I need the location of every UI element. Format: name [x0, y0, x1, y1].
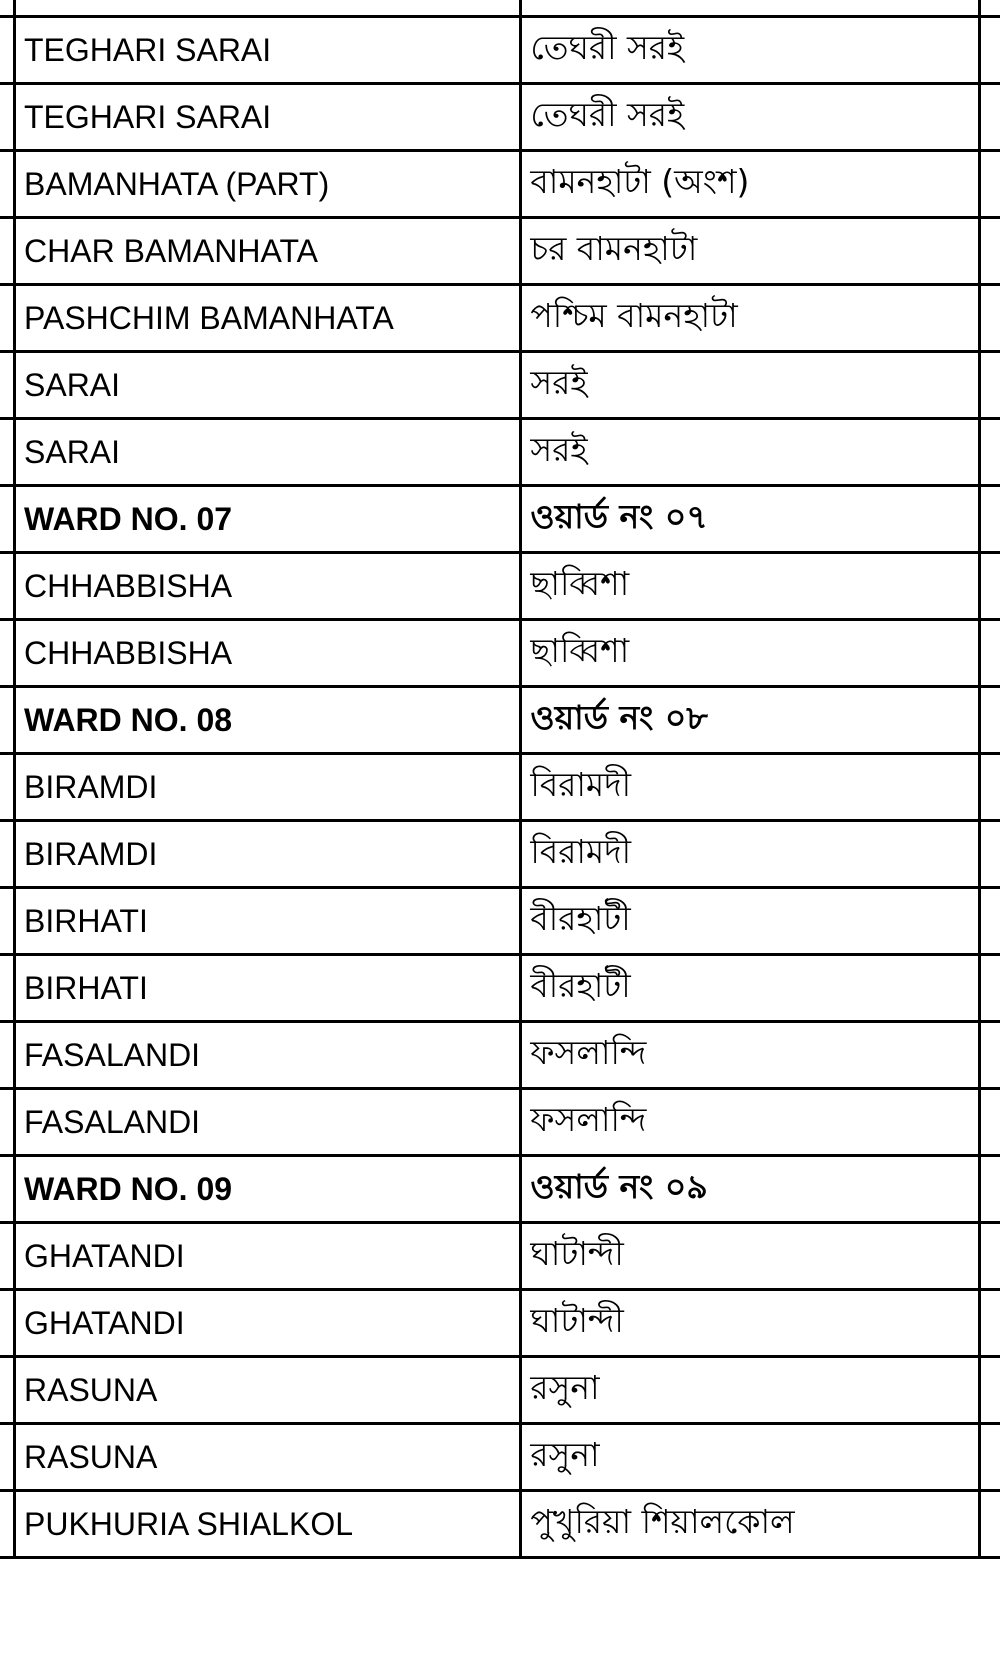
- bengali-name-cell: তেঘরী সরই: [521, 17, 980, 84]
- table-row: [0, 1022, 1000, 1089]
- table-edge-cell: [0, 1424, 15, 1491]
- bengali-name-cell: ওয়ার্ড নং ০৯: [521, 1156, 980, 1223]
- english-name-cell: RASUNA: [15, 1357, 521, 1424]
- table-edge-cell: [980, 486, 1000, 553]
- english-name-cell: BIRHATI: [15, 888, 521, 955]
- english-name-cell: BIRAMDI: [15, 821, 521, 888]
- cut-off-header-row: [0, 0, 1000, 17]
- table-row: [0, 821, 1000, 888]
- english-name-cell: PUKHURIA SHIALKOL: [15, 1491, 521, 1558]
- bengali-name-cell: ঘাটান্দী: [521, 1223, 980, 1290]
- table-row: [0, 84, 1000, 151]
- table-edge-cell: [0, 151, 15, 218]
- bengali-name-cell: তেঘরী সরই: [521, 84, 980, 151]
- table-edge-cell: [980, 1089, 1000, 1156]
- table-row: [0, 17, 1000, 84]
- table-row: [0, 1223, 1000, 1290]
- table-row: [0, 1089, 1000, 1156]
- table-edge-cell: [980, 754, 1000, 821]
- table-edge-cell: [980, 151, 1000, 218]
- ward-heading-row: [0, 687, 1000, 754]
- english-name-cell: BIRAMDI: [15, 754, 521, 821]
- english-name-cell: SARAI: [15, 352, 521, 419]
- english-name-cell: GHATANDI: [15, 1223, 521, 1290]
- table-edge-cell: [980, 955, 1000, 1022]
- table-edge-cell: [0, 285, 15, 352]
- table-edge-cell: [980, 84, 1000, 151]
- table-edge-cell: [0, 955, 15, 1022]
- table-edge-cell: [980, 285, 1000, 352]
- table-edge-cell: [0, 553, 15, 620]
- table-edge-cell: [0, 1357, 15, 1424]
- bengali-name-cell: বামনহাটা (অংশ): [521, 151, 980, 218]
- table-edge-cell: [980, 0, 1000, 17]
- english-name-cell: SARAI: [15, 419, 521, 486]
- table-edge-cell: [0, 687, 15, 754]
- ward-heading-row: [0, 1156, 1000, 1223]
- table-edge-cell: [0, 888, 15, 955]
- table-edge-cell: [980, 821, 1000, 888]
- bengali-name-cell: বীরহাটী: [521, 955, 980, 1022]
- table-edge-cell: [980, 888, 1000, 955]
- bengali-name-cell: বিরামদী: [521, 754, 980, 821]
- english-name-cell: WARD NO. 09: [15, 1156, 521, 1223]
- bengali-name-cell: ছাব্বিশা: [521, 620, 980, 687]
- table-edge-cell: [980, 620, 1000, 687]
- table-edge-cell: [0, 1491, 15, 1558]
- table-edge-cell: [0, 486, 15, 553]
- table-edge-cell: [980, 553, 1000, 620]
- english-name-cell: CHHABBISHA: [15, 620, 521, 687]
- bengali-name-cell: চর বামনহাটা: [521, 218, 980, 285]
- english-name-cell: WARD NO. 08: [15, 687, 521, 754]
- english-name-cell: WARD NO. 07: [15, 486, 521, 553]
- table-row: [0, 1357, 1000, 1424]
- table-row: [0, 955, 1000, 1022]
- table-edge-cell: [980, 352, 1000, 419]
- english-name-cell: BAMANHATA (PART): [15, 151, 521, 218]
- table-edge-cell: [0, 218, 15, 285]
- table-edge-cell: [980, 17, 1000, 84]
- english-name-cell: BIRHATI: [15, 955, 521, 1022]
- table-edge-cell: [980, 1290, 1000, 1357]
- table-edge-cell: [0, 1223, 15, 1290]
- bengali-name-cell: বীরহাটী: [521, 888, 980, 955]
- table-edge-cell: [0, 1022, 15, 1089]
- bengali-name-cell: পশ্চিম বামনহাটা: [521, 285, 980, 352]
- english-name-cell: [15, 0, 521, 17]
- table-edge-cell: [980, 1223, 1000, 1290]
- english-name-cell: FASALANDI: [15, 1089, 521, 1156]
- table-edge-cell: [0, 1089, 15, 1156]
- bengali-name-cell: বিরামদী: [521, 821, 980, 888]
- table-edge-cell: [0, 1290, 15, 1357]
- bengali-name-cell: ওয়ার্ড নং ০৮: [521, 687, 980, 754]
- bengali-name-cell: ফসলান্দি: [521, 1022, 980, 1089]
- table-edge-cell: [980, 1357, 1000, 1424]
- table-row: [0, 352, 1000, 419]
- table-row: [0, 151, 1000, 218]
- table-edge-cell: [0, 620, 15, 687]
- bengali-name-cell: সরই: [521, 352, 980, 419]
- english-name-cell: CHAR BAMANHATA: [15, 218, 521, 285]
- table-edge-cell: [980, 1424, 1000, 1491]
- table-row: [0, 888, 1000, 955]
- table-edge-cell: [0, 0, 15, 17]
- table-edge-cell: [980, 1491, 1000, 1558]
- bengali-name-cell: [521, 0, 980, 17]
- table-row: [0, 419, 1000, 486]
- table-row: [0, 1424, 1000, 1491]
- bengali-name-cell: রসুনা: [521, 1424, 980, 1491]
- bengali-name-cell: রসুনা: [521, 1357, 980, 1424]
- english-name-cell: TEGHARI SARAI: [15, 17, 521, 84]
- bengali-name-cell: ওয়ার্ড নং ০৭: [521, 486, 980, 553]
- table-row: [0, 1290, 1000, 1357]
- bengali-name-cell: সরই: [521, 419, 980, 486]
- table-row: [0, 285, 1000, 352]
- table-edge-cell: [980, 419, 1000, 486]
- ward-heading-row: [0, 486, 1000, 553]
- bengali-name-cell: পুখুরিয়া শিয়ালকোল: [521, 1491, 980, 1558]
- table-edge-cell: [0, 84, 15, 151]
- table-edge-cell: [0, 754, 15, 821]
- english-name-cell: TEGHARI SARAI: [15, 84, 521, 151]
- bengali-name-cell: ছাব্বিশা: [521, 553, 980, 620]
- table-edge-cell: [0, 17, 15, 84]
- english-name-cell: CHHABBISHA: [15, 553, 521, 620]
- table-row: [0, 754, 1000, 821]
- english-name-cell: GHATANDI: [15, 1290, 521, 1357]
- bengali-name-cell: ফসলান্দি: [521, 1089, 980, 1156]
- table-edge-cell: [0, 419, 15, 486]
- table-edge-cell: [0, 1156, 15, 1223]
- bengali-name-cell: ঘাটান্দী: [521, 1290, 980, 1357]
- table-row: [0, 620, 1000, 687]
- english-name-cell: PASHCHIM BAMANHATA: [15, 285, 521, 352]
- table-edge-cell: [0, 821, 15, 888]
- english-name-cell: RASUNA: [15, 1424, 521, 1491]
- table-row: [0, 218, 1000, 285]
- table-row: [0, 1491, 1000, 1558]
- table-edge-cell: [980, 218, 1000, 285]
- table-row: [0, 553, 1000, 620]
- table-edge-cell: [980, 687, 1000, 754]
- table-edge-cell: [980, 1022, 1000, 1089]
- english-name-cell: FASALANDI: [15, 1022, 521, 1089]
- table-edge-cell: [0, 352, 15, 419]
- table-edge-cell: [980, 1156, 1000, 1223]
